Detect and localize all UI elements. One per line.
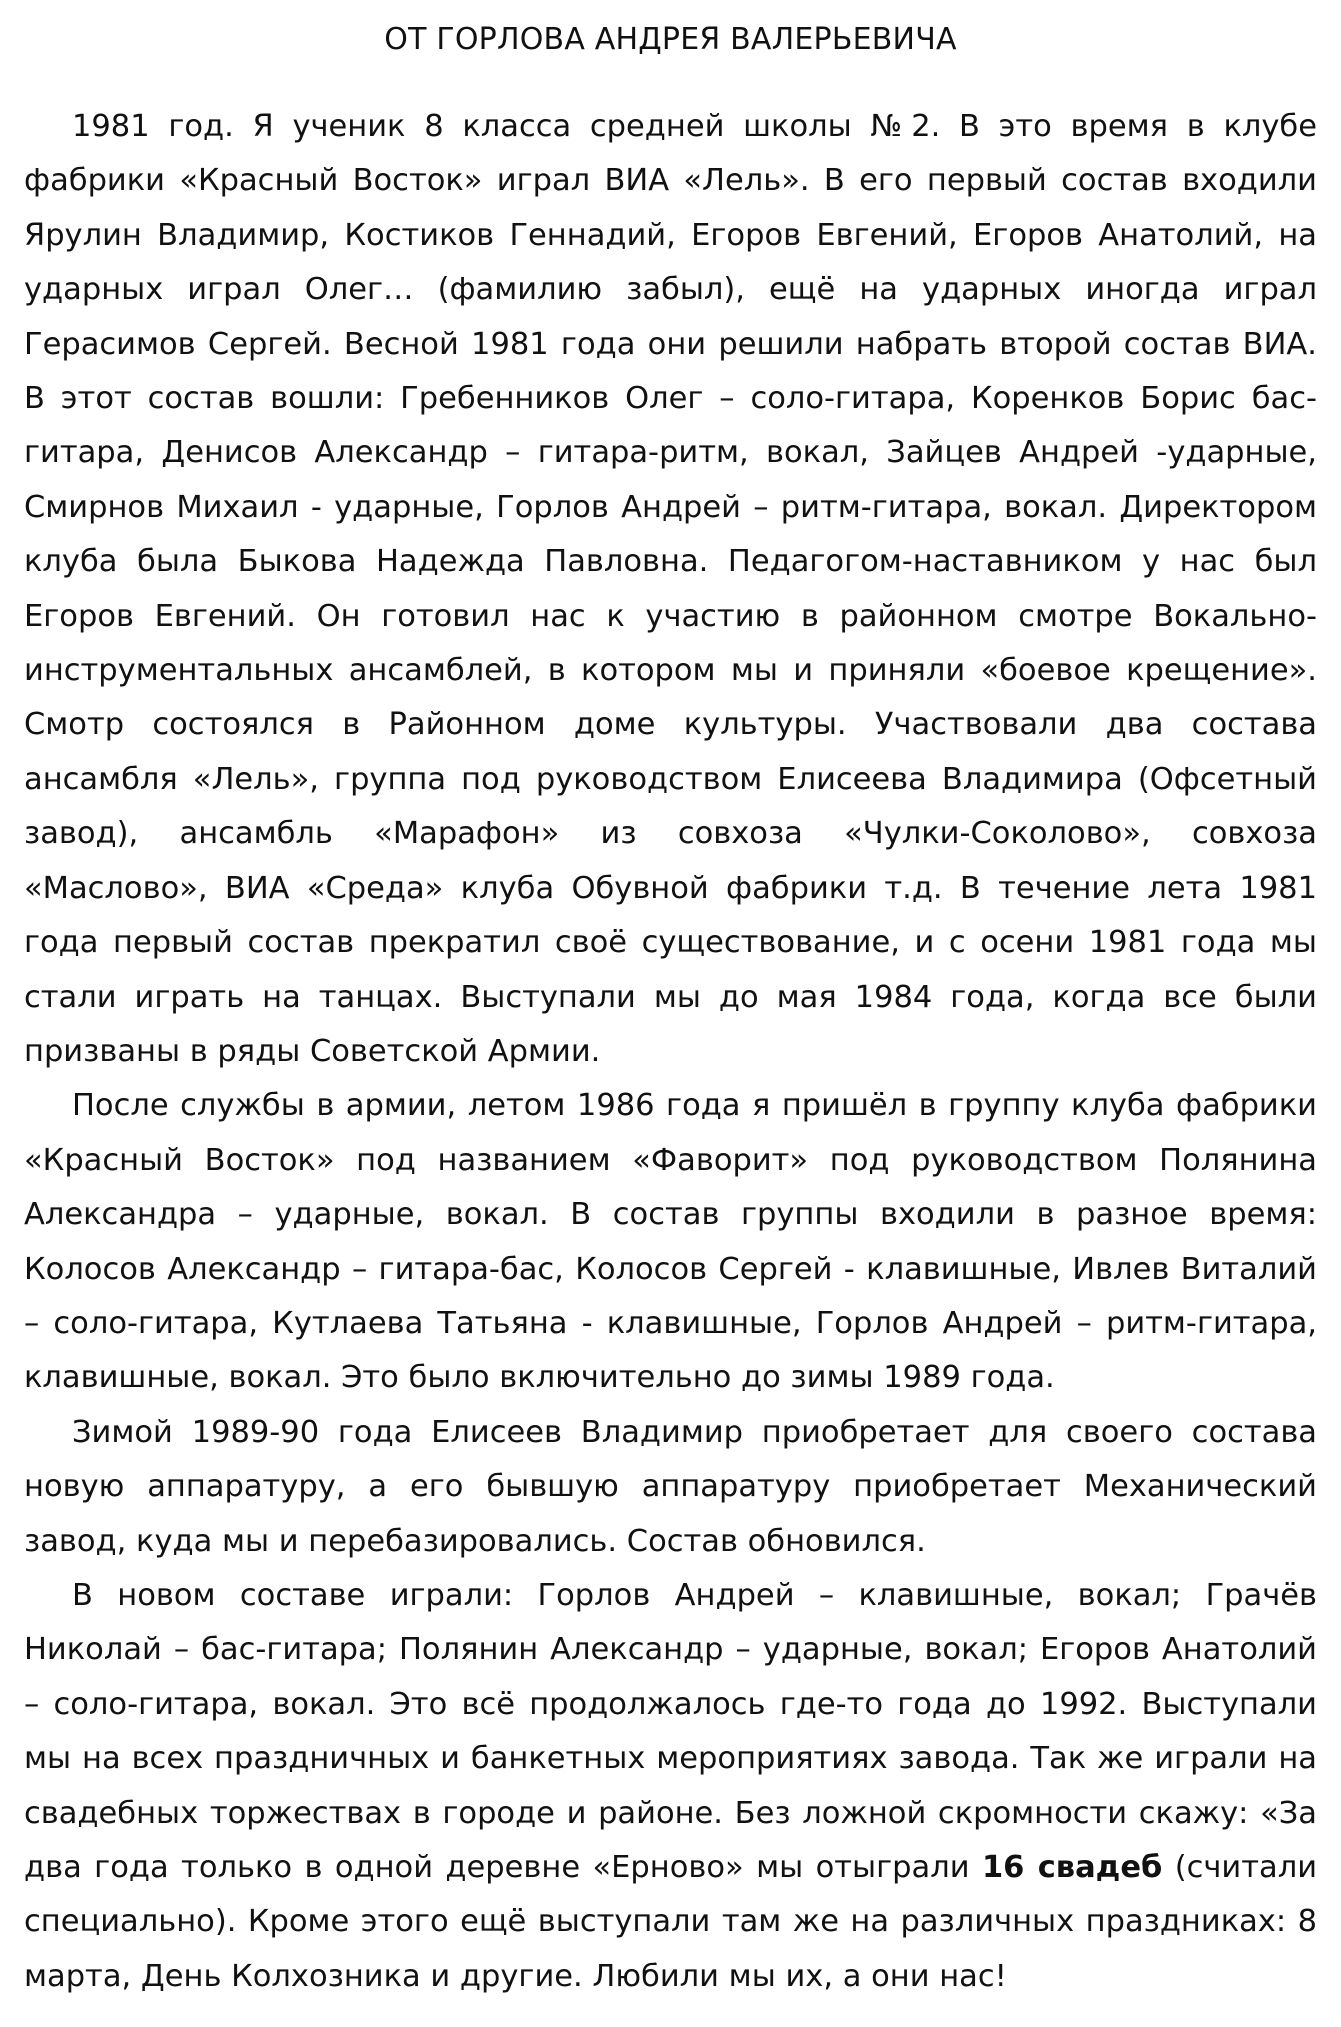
paragraph-4 <box>24 1569 1317 2004</box>
document-title: ОТ ГОРЛОВА АНДРЕЯ ВАЛЕРЬЕВИЧА <box>384 22 957 57</box>
paragraph-2: После службы в армии, летом 1986 года я пришёл в группу клуба фабрики «Красный Восток» под названием «Фаворит» под руководством Полянина Александра – ударные, вокал. В состав группы входили в разное время: Колосов Александр – гитара-бас, Колосов Сергей - клавишные, Ивлев Виталий – соло-гитара, Кутлаева Татьяна - клавишные, Горлов Андрей – ритм-гитара, клавишные, вокал. Это было включительно до зимы 1989 года. <box>24 1088 1317 1396</box>
paragraph-3: Зимой 1989-90 года Елисеев Владимир приобретает для своего состава новую аппаратуру, а его бывшую аппаратуру приобретает Механический завод, куда мы и перебазировались. Состав обновился. <box>24 1414 1317 1559</box>
paragraph-4-text-before: В новом составе играли: Горлов Андрей – клавишные, вокал; Грачёв Николай – бас-гитара; Полянин Александр – ударные, вокал; Егоров Анатолий – соло-гитара, вокал. Это всё продолжалось где-то года до 1992. Выступали мы на всех праздничных и банкетных мероприятиях завода. Так же играли на свадебных торжествах в городе и районе. Без ложной скромности скажу: «За два года только в одной деревне «Ерново» мы отыграли <box>24 1577 1317 1885</box>
paragraph-1: 1981 год. Я ученик 8 класса средней школы №2. В это время в клубе фабрики «Красный Восток» играл ВИА «Лель». В его первый состав входили Ярулин Владимир, Костиков Геннадий, Егоров Евгений, Егоров Анатолий, на ударных играл Олег… (фамилию забыл), ещё на ударных иногда играл Герасимов Сергей. Весной 1981 года они решили набрать второй состав ВИА. В этот состав вошли: Гребенников Олег – соло-гитара, Коренков Борис бас-гитара, Денисов Александр – гитара-ритм, вокал, Зайцев Андрей -ударные, Смирнов Михаил - ударные, Горлов Андрей – ритм-гитара, вокал. Директором клуба была Быкова Надежда Павловна. Педагогом-наставником у нас был Егоров Евгений. Он готовил нас к участию в районном смотре Вокально-инструментальных ансамблей, в котором мы и приняли «боевое крещение». Смотр состоялся в Районном доме культуры. Участвовали два состава ансамбля «Лель», группа под руководством Елисеева Владимира (Офсетный завод), ансамбль «Марафон» из совхоза «Чулки-Соколово», совхоза «Маслово», ВИА «Среда» клуба Обувной фабрики т.д. В течение лета 1981 года первый состав прекратил своё существование, и с осени 1981 года мы стали играть на танцах. Выступали мы до мая 1984 года, когда все были призваны в ряды Советской Армии. <box>24 109 1317 1069</box>
paragraph-4-text-after: (считали специально). Кроме этого ещё выступали там же на различных праздниках: 8 марта, День Колхозника и другие. Любили мы их, а они нас! <box>24 1850 1318 1994</box>
paragraph-4-bold-emphasis: 16 свадеб <box>981 1850 1163 1885</box>
